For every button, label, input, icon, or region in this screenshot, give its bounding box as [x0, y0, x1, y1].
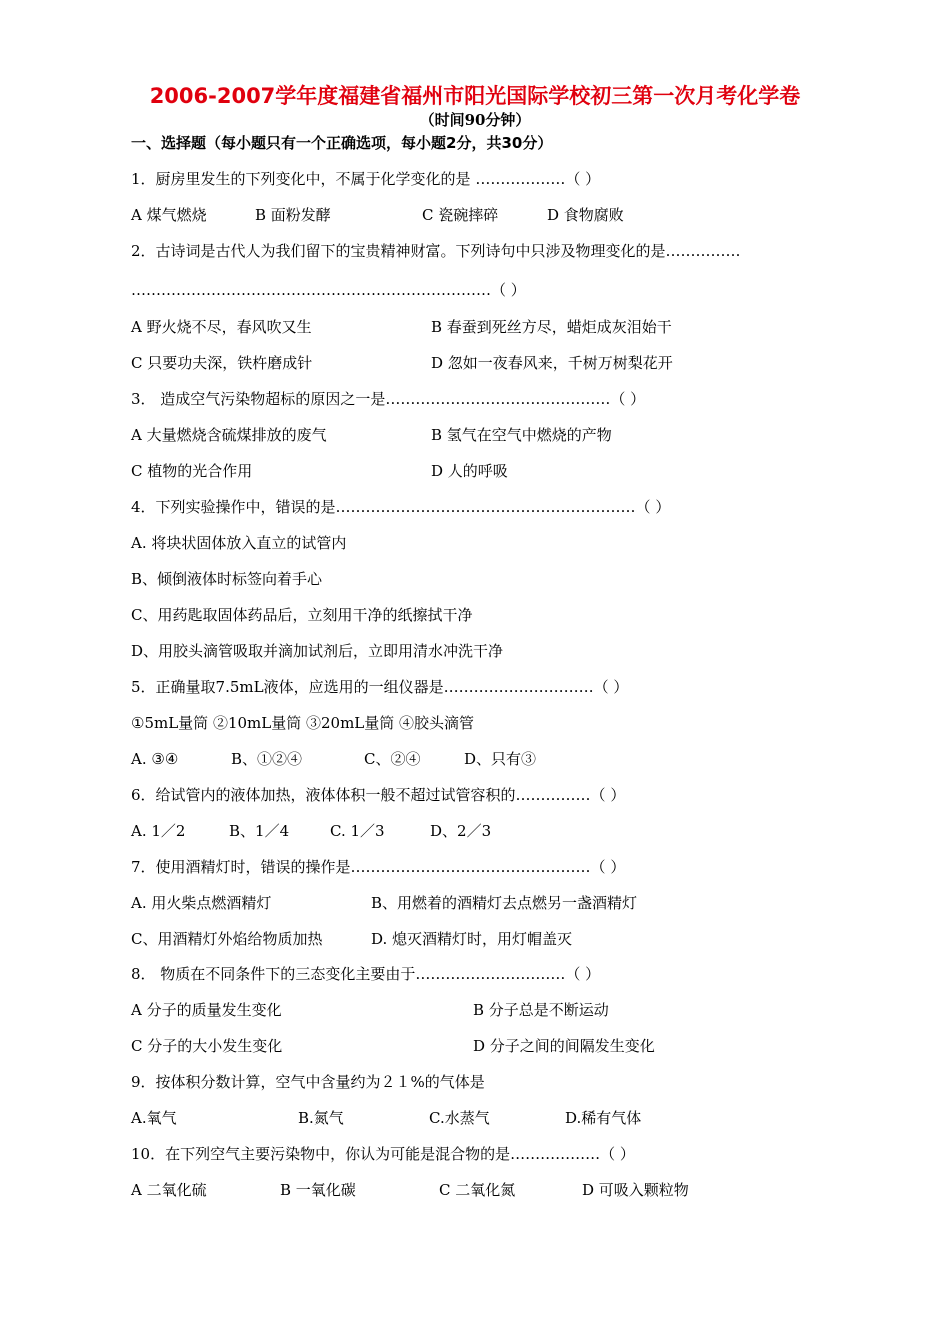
option-d: D 分子之间的间隔发生变化 [473, 1037, 655, 1055]
question-4-stem: 4．下列实验操作中，错误的是……………………………………………………（ ） [131, 498, 671, 516]
question-7-stem: 7．使用酒精灯时，错误的操作是…………………………………………（ ） [131, 858, 626, 876]
option-a: A 野火烧不尽，春风吹又生 [131, 318, 312, 336]
question-9-options [131, 1107, 831, 1129]
option-c: C 只要功夫深，铁杵磨成针 [131, 354, 313, 372]
option-b: B 面粉发酵 [255, 206, 331, 224]
question-8-options-row-2 [131, 1035, 831, 1057]
option-d: D、2／3 [430, 822, 492, 840]
option-c: C 植物的光合作用 [131, 462, 253, 480]
option-a: A.氧气 [131, 1109, 177, 1127]
section-heading: 一、选择题（每小题只有一个正确选项，每小题2分，共30分） [131, 134, 553, 152]
question-6-options [131, 820, 831, 842]
option-b: B 春蚕到死丝方尽，蜡炬成灰泪始干 [431, 318, 672, 336]
question-4-option-d: D、用胶头滴管吸取并滴加试剂后，立即用清水冲洗干净 [131, 642, 504, 660]
question-8-options-row-1 [131, 999, 831, 1021]
question-3-options-row-2 [131, 460, 831, 482]
question-2-stem: 2．古诗词是古代人为我们留下的宝贵精神财富。下列诗句中只涉及物理变化的是…………… [131, 242, 741, 260]
option-c: C 分子的大小发生变化 [131, 1037, 283, 1055]
question-10-options [131, 1179, 831, 1201]
option-b: B、1／4 [229, 822, 290, 840]
question-4-option-b: B、倾倒液体时标签向着手心 [131, 570, 323, 588]
option-a: A 煤气燃烧 [131, 206, 207, 224]
option-c: C 二氧化氮 [439, 1181, 516, 1199]
option-b: B、用燃着的酒精灯去点燃另一盏酒精灯 [371, 894, 638, 912]
option-a: A. 1／2 [131, 822, 186, 840]
option-d: D 人的呼吸 [431, 462, 508, 480]
exam-title: 2006-2007学年度福建省福州市阳光国际学校初三第一次月考化学卷 [149, 84, 801, 108]
question-1-stem: 1．厨房里发生的下列变化中，不属于化学变化的是 ………………（ ） [131, 170, 601, 188]
option-d: D. 熄灭酒精灯时，用灯帽盖灭 [371, 930, 573, 948]
option-b: B 一氧化碳 [280, 1181, 356, 1199]
question-4-option-a: A. 将块状固体放入直立的试管内 [131, 534, 347, 552]
option-c: C、用酒精灯外焰给物质加热 [131, 930, 323, 948]
question-2-stem-continued: ………………………………………………………………（ ） [131, 281, 526, 299]
question-10-stem: 10．在下列空气主要污染物中，你认为可能是混合物的是………………（ ） [131, 1145, 635, 1163]
question-5-items: ①5mL量筒 ②10mL量筒 ③20mL量筒 ④胶头滴管 [131, 714, 475, 732]
question-4-option-c: C、用药匙取固体药品后，立刻用干净的纸擦拭干净 [131, 606, 473, 624]
option-a: A 大量燃烧含硫煤排放的废气 [131, 426, 327, 444]
option-b: B 氢气在空气中燃烧的产物 [431, 426, 612, 444]
option-d: D 食物腐败 [547, 206, 624, 224]
question-7-options-row-1 [131, 892, 831, 914]
question-5-options [131, 748, 831, 770]
option-d: D、只有③ [464, 750, 537, 768]
option-b: B、①②④ [231, 750, 303, 768]
question-8-stem: 8． 物质在不同条件下的三态变化主要由于…………………………（ ） [131, 965, 601, 983]
option-a: A. 用火柴点燃酒精灯 [131, 894, 272, 912]
question-7-options-row-2 [131, 928, 831, 950]
option-d: D 可吸入颗粒物 [582, 1181, 689, 1199]
option-c: C.水蒸气 [429, 1109, 490, 1127]
question-2-options-row-1 [131, 316, 831, 338]
option-c: C 瓷碗摔碎 [422, 206, 499, 224]
option-b: B.氮气 [298, 1109, 344, 1127]
option-b: B 分子总是不断运动 [473, 1001, 609, 1019]
option-d: D.稀有气体 [565, 1109, 642, 1127]
question-5-stem: 5．正确量取7.5mL液体，应选用的一组仪器是…………………………（ ） [131, 678, 629, 696]
question-3-options-row-1 [131, 424, 831, 446]
option-d: D 忽如一夜春风来，千树万树梨花开 [431, 354, 673, 372]
question-2-options-row-2 [131, 352, 831, 374]
option-a: A 分子的质量发生变化 [131, 1001, 282, 1019]
option-a: A. ③④ [131, 750, 179, 768]
option-a: A 二氧化硫 [131, 1181, 207, 1199]
question-3-stem: 3． 造成空气污染物超标的原因之一是………………………………………（ ） [131, 390, 646, 408]
exam-duration: （时间90分钟） [419, 111, 531, 129]
question-6-stem: 6．给试管内的液体加热，液体体积一般不超过试管容积的……………（ ） [131, 786, 626, 804]
option-c: C、②④ [364, 750, 421, 768]
option-c: C. 1／3 [330, 822, 385, 840]
question-9-stem: 9．按体积分数计算，空气中含量约为２１%的气体是 [131, 1073, 485, 1091]
question-1-options [131, 204, 831, 226]
